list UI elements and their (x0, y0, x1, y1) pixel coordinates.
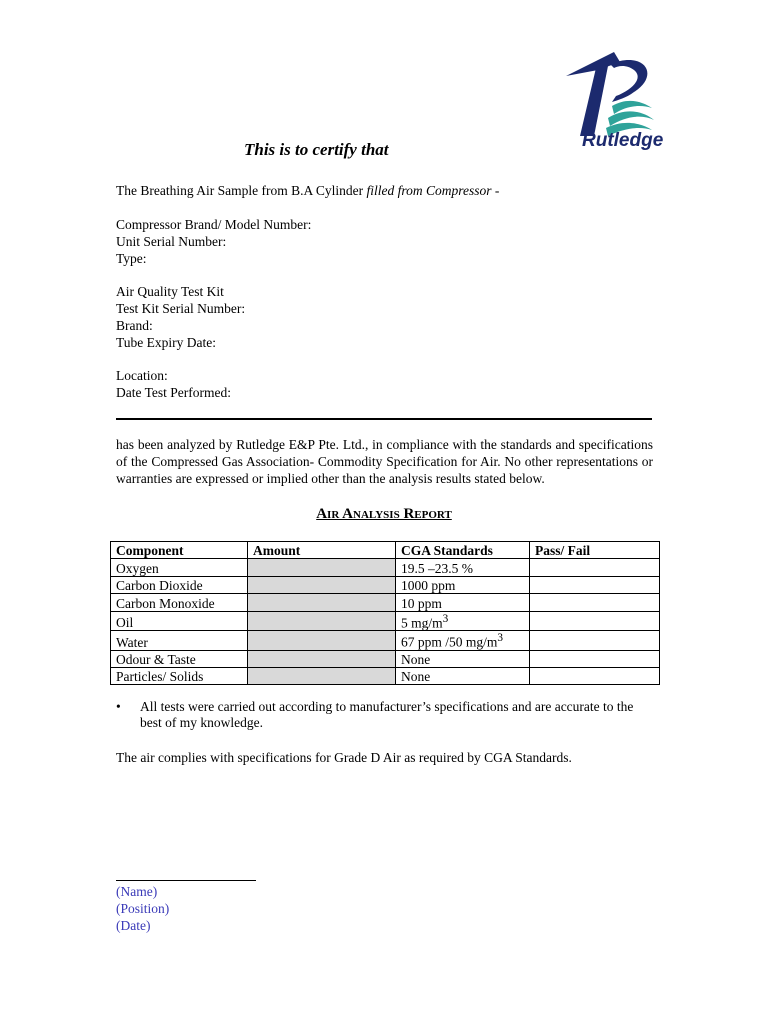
intro-text: The Breathing Air Sample from B.A Cylinder (116, 183, 367, 198)
cell-pass-fail (530, 576, 660, 593)
table-row (111, 576, 660, 593)
bullet-icon: • (116, 699, 121, 714)
certificate-title: This is to certify that (244, 140, 389, 159)
cell-pass-fail (530, 650, 660, 667)
superscript: 3 (442, 612, 449, 625)
cell-amount (248, 667, 396, 684)
cell-pass-fail (530, 594, 660, 611)
standard-text: 67 ppm /50 mg/m (401, 634, 498, 650)
field-tube-expiry: Tube Expiry Date: (116, 335, 216, 350)
cell-component: Oil (111, 611, 248, 631)
intro-italic: filled from Compressor (366, 183, 492, 198)
field-test-kit: Air Quality Test Kit (116, 284, 224, 299)
cell-amount (248, 631, 396, 651)
cell-component: Carbon Monoxide (111, 594, 248, 611)
field-type: Type: (116, 251, 147, 266)
cell-component: Particles/ Solids (111, 667, 248, 684)
list-item (116, 699, 636, 732)
cell-amount (248, 611, 396, 631)
air-analysis-table (110, 541, 660, 685)
cell-component: Odour & Taste (111, 650, 248, 667)
field-kit-serial: Test Kit Serial Number: (116, 301, 246, 316)
table-row (111, 650, 660, 667)
table-row (111, 594, 660, 611)
intro-suffix: - (491, 183, 500, 198)
table-row (111, 611, 660, 631)
superscript: 3 (497, 632, 504, 645)
logo-wordmark: Rutledge (582, 130, 664, 151)
cell-amount (248, 650, 396, 667)
cell-pass-fail (530, 559, 660, 576)
cell-pass-fail (530, 631, 660, 651)
cell-pass-fail (530, 667, 660, 684)
section-divider (116, 418, 652, 420)
cell-component: Carbon Dioxide (111, 576, 248, 593)
cell-standard: 10 ppm (396, 594, 530, 611)
cell-pass-fail (530, 611, 660, 631)
field-compressor-model: Compressor Brand/ Model Number: (116, 217, 312, 232)
cell-amount (248, 559, 396, 576)
signature-date: (Date) (116, 918, 151, 933)
cell-component: Water (111, 631, 248, 651)
header-component: Component (111, 542, 248, 559)
cell-standard: None (396, 650, 530, 667)
signature-line (116, 880, 256, 881)
cell-standard: 1000 ppm (396, 576, 530, 593)
header-cga-standards: CGA Standards (396, 542, 530, 559)
cell-standard (396, 631, 530, 651)
notes-list (116, 699, 636, 732)
cell-standard: None (396, 667, 530, 684)
signature-name: (Name) (116, 884, 158, 899)
table-row (111, 631, 660, 651)
cell-amount (248, 594, 396, 611)
cell-amount (248, 576, 396, 593)
analysis-paragraph: has been analyzed by Rutledge E&P Pte. Ltd., in compliance with the standards and specifications of the Compressed Gas Association- Commodity Specification for Air. No other representations or warranties are expressed or implied other than the analysis results stated below. (116, 437, 653, 487)
cell-standard (396, 611, 530, 631)
table-row (111, 559, 660, 576)
compliance-statement: The air complies with specifications for Grade D Air as required by CGA Standards. (116, 750, 572, 765)
report-title: Air Analysis Report (316, 506, 452, 522)
intro-line (116, 183, 499, 199)
field-brand: Brand: (116, 318, 153, 333)
header-pass-fail: Pass/ Fail (530, 542, 660, 559)
cell-component: Oxygen (111, 559, 248, 576)
signature-position: (Position) (116, 901, 170, 916)
rutledge-logo (556, 46, 680, 154)
logo-emblem (556, 46, 680, 154)
bullet-text: All tests were carried out according to manufacturer’s specifications and are accurate to the best of my knowledge. (140, 699, 634, 731)
field-date-test: Date Test Performed: (116, 385, 232, 400)
header-amount: Amount (248, 542, 396, 559)
standard-text: 5 mg/m (401, 615, 443, 631)
field-unit-serial: Unit Serial Number: (116, 234, 227, 249)
table-header-row (111, 542, 660, 559)
cell-standard: 19.5 –23.5 % (396, 559, 530, 576)
field-location: Location: (116, 368, 168, 383)
table-row (111, 667, 660, 684)
